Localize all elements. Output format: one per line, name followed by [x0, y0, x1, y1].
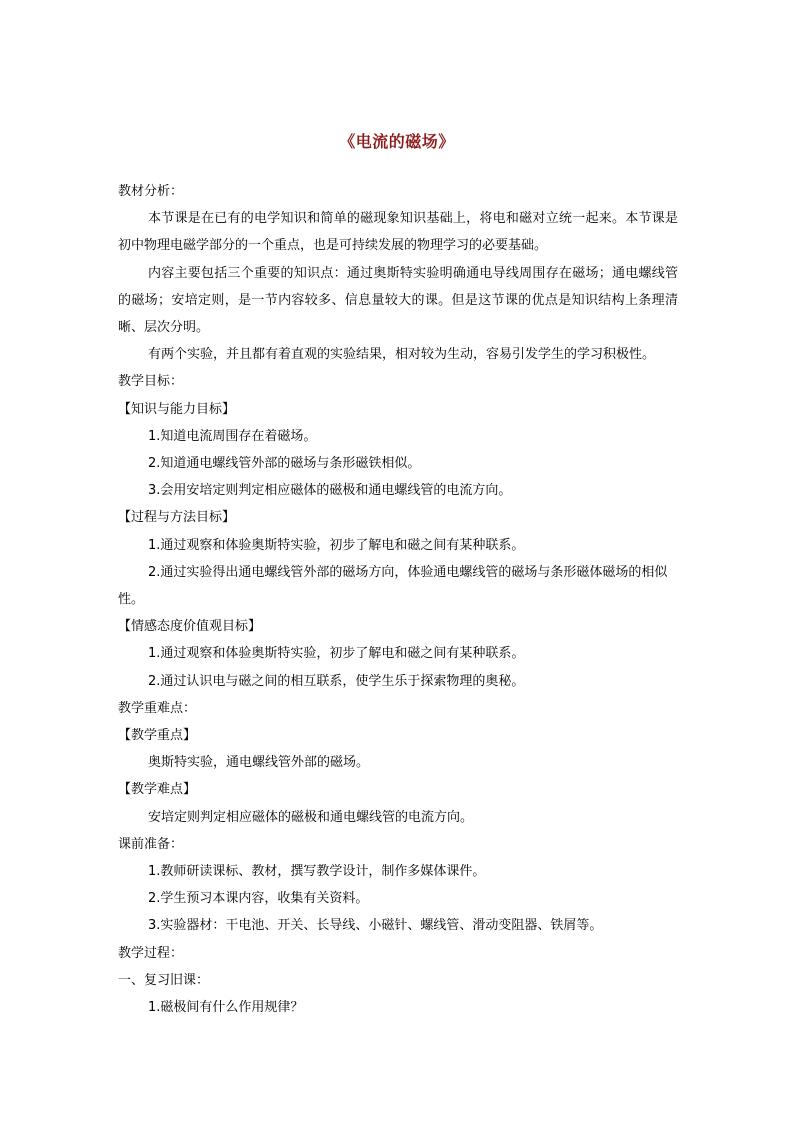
prep-item: 1.教师研读课标、教材，撰写教学设计，制作多媒体课件。 — [148, 864, 486, 880]
emotion-item: 1.通过观察和体验奥斯特实验，初步了解电和磁之间有某种联系。 — [148, 646, 525, 662]
focus-heading: 【教学重点】 — [118, 728, 197, 744]
prep-item: 3.实验器材：干电池、开关、长导线、小磁针、螺线管、滑动变阻器、铁屑等。 — [148, 918, 603, 934]
knowledge-item: 2.知道通电螺线管外部的磁场与条形磁铁相似。 — [148, 456, 421, 472]
emotion-goals-heading: 【情感态度价值观目标】 — [118, 619, 262, 635]
prep-heading: 课前准备： — [118, 836, 184, 852]
emotion-item: 2.通过认识电与磁之间的相互联系，使学生乐于探索物理的奥秘。 — [148, 673, 525, 689]
difficulty-text: 安培定则判定相应磁体的磁极和通电螺线管的电流方向。 — [148, 809, 474, 825]
analysis-heading: 教材分析： — [118, 184, 184, 199]
document-title: 《电流的磁场》 — [339, 132, 455, 151]
knowledge-item: 1.知道电流周围存在着磁场。 — [148, 428, 317, 444]
process-item: 1.通过观察和体验奥斯特实验，初步了解电和磁之间有某种联系。 — [148, 537, 525, 553]
keypoints-heading: 教学重难点： — [118, 700, 197, 716]
goals-heading: 教学目标： — [118, 374, 184, 390]
analysis-paragraph-3: 有两个实验，并且都有着直观的实验结果，相对较为生动，容易引发学生的学习积极性。 — [148, 347, 656, 363]
knowledge-goals-heading: 【知识与能力目标】 — [118, 401, 236, 417]
process-goals-heading: 【过程与方法目标】 — [118, 510, 236, 526]
review-item: 1.磁极间有什么作用规律？ — [148, 1000, 304, 1016]
process-item: 2.通过实验得出通电螺线管外部的磁场方向，体验通电螺线管的磁场与条形磁体磁场的相似性。 — [118, 564, 668, 608]
analysis-paragraph-1: 本节课是在已有的电学知识和简单的磁现象知识基础上，将电和磁对立统一起来。本节课是初中物理电磁学部分的一个重点，也是可持续发展的物理学习的必要基础。 — [118, 211, 678, 254]
analysis-paragraph-2: 内容主要包括三个重要的知识点：通过奥斯特实验明确通电导线周围存在磁场；通电螺线管的磁场；安培定则，是一节内容较多、信息量较大的课。但是这节课的优点是知识结构上条理清晰、层次分明。 — [118, 265, 678, 336]
prep-item: 2.学生预习本课内容，收集有关资料。 — [148, 891, 369, 907]
teaching-process-heading: 教学过程： — [118, 945, 184, 961]
difficulty-heading: 【教学难点】 — [118, 782, 197, 798]
knowledge-item: 3.会用安培定则判定相应磁体的磁极和通电螺线管的电流方向。 — [148, 483, 512, 499]
document-body — [118, 178, 678, 1021]
focus-text: 奥斯特实验，通电螺线管外部的磁场。 — [148, 755, 370, 771]
review-heading: 一、复习旧课： — [118, 972, 210, 988]
